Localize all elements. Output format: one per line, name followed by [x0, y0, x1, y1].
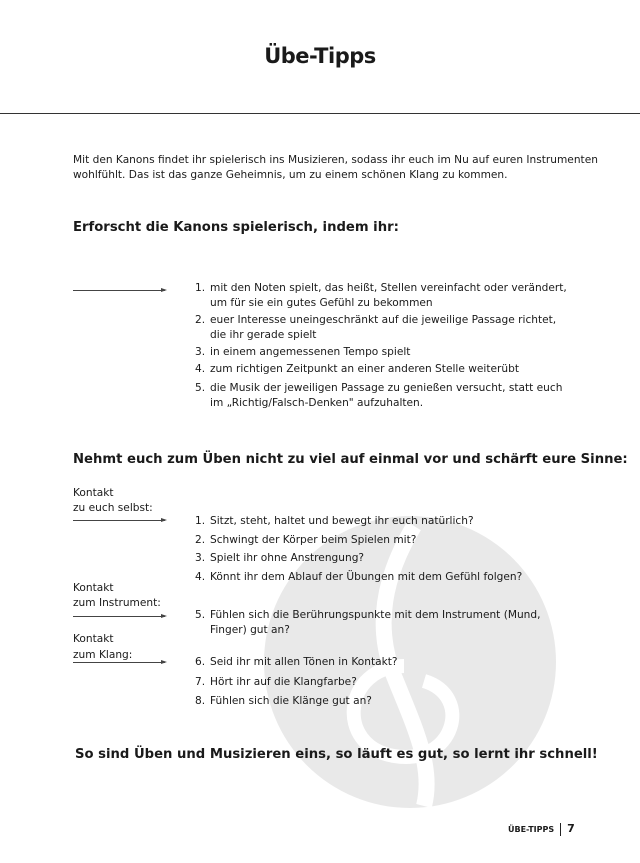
label-self-2: zu euch selbst: [73, 502, 153, 514]
item-line: Könnt ihr dem Ablauf der Übungen mit dem Gefühl folgen? [210, 571, 523, 583]
item-text [210, 608, 541, 638]
footer-divider [560, 823, 561, 836]
item-line: Schwingt der Körper beim Spielen mit? [210, 534, 417, 546]
intro-line-1: Mit den Kanons findet ihr spielerisch ins Musizieren, sodass ihr euch im Nu auf euren Instrumenten [73, 154, 598, 166]
section2-heading: Nehmt euch zum Üben nicht zu viel auf einmal vor und schärft eure Sinne: [73, 452, 628, 467]
list-item [195, 313, 556, 343]
label-sound-1: Kontakt [73, 633, 114, 645]
item-number: 1. [195, 282, 206, 294]
item-line: Seid ihr mit allen Tönen in Kontakt? [210, 656, 398, 668]
arrow-icon [73, 662, 165, 663]
item-line: im „Richtig/Falsch-Denken" aufzuhalten. [210, 397, 424, 409]
label-instrument-2: zum Instrument: [73, 597, 161, 609]
item-line: Spielt ihr ohne Anstrengung? [210, 552, 365, 564]
item-line: die ihr gerade spielt [210, 329, 317, 341]
arrow-icon [73, 520, 165, 521]
title-divider [0, 113, 640, 114]
list-item [195, 281, 567, 311]
item-text [210, 533, 416, 548]
list-item [195, 362, 519, 377]
list-item [195, 608, 541, 638]
label-instrument-1: Kontakt [73, 582, 114, 594]
item-line: um für sie ein gutes Gefühl zu bekommen [210, 297, 433, 309]
item-line: zum richtigen Zeitpunkt an einer anderen Stelle weiterübt [210, 363, 519, 375]
item-text [210, 381, 562, 411]
item-text [210, 313, 556, 343]
footer-section: ÜBE-TIPPS [508, 825, 555, 834]
item-text [210, 551, 364, 566]
arrow-icon [73, 616, 165, 617]
item-number: 1. [195, 515, 206, 527]
section1-heading: Erforscht die Kanons spielerisch, indem ihr: [73, 220, 399, 235]
intro-line-2: wohlfühlt. Das ist das ganze Geheimnis, um zu einem schönen Klang zu kommen. [73, 169, 508, 181]
item-number: 2. [195, 534, 206, 546]
item-text [210, 655, 398, 670]
item-number: 7. [195, 676, 206, 688]
closing-heading: So sind Üben und Musizieren eins, so läuft es gut, so lernt ihr schnell! [75, 747, 598, 762]
item-number: 2. [195, 314, 206, 326]
item-line: in einem angemessenen Tempo spielt [210, 346, 411, 358]
item-text [210, 694, 372, 709]
list-item [195, 551, 364, 566]
item-line: Fühlen sich die Klänge gut an? [210, 695, 372, 707]
list-item [195, 345, 410, 360]
item-number: 4. [195, 363, 206, 375]
item-number: 3. [195, 552, 206, 564]
item-line: die Musik der jeweiligen Passage zu genießen versucht, statt euch [210, 382, 563, 394]
item-line: Sitzt, steht, haltet und bewegt ihr euch natürlich? [210, 515, 474, 527]
list-item [195, 533, 416, 548]
item-text [210, 570, 522, 585]
item-number: 5. [195, 382, 206, 394]
item-number: 5. [195, 609, 206, 621]
item-text [210, 514, 474, 529]
item-number: 6. [195, 656, 206, 668]
item-line: Hört ihr auf die Klangfarbe? [210, 676, 357, 688]
list-item [195, 655, 398, 670]
arrow-icon [73, 290, 165, 291]
item-text [210, 345, 410, 360]
list-item [195, 675, 357, 690]
list-item [195, 381, 562, 411]
label-sound-2: zum Klang: [73, 649, 133, 661]
item-line: Finger) gut an? [210, 624, 290, 636]
item-text [210, 281, 567, 311]
item-number: 3. [195, 346, 206, 358]
item-text [210, 675, 357, 690]
item-line: mit den Noten spielt, das heißt, Stellen vereinfacht oder verändert, [210, 282, 567, 294]
item-number: 4. [195, 571, 206, 583]
page-title: Übe-Tipps [264, 44, 376, 68]
item-line: Fühlen sich die Berührungspunkte mit dem Instrument (Mund, [210, 609, 541, 621]
item-line: euer Interesse uneingeschränkt auf die jeweilige Passage richtet, [210, 314, 557, 326]
item-number: 8. [195, 695, 206, 707]
label-self-1: Kontakt [73, 487, 114, 499]
list-item [195, 514, 474, 529]
list-item [195, 570, 522, 585]
page-number: 7 [567, 822, 575, 835]
page-footer [508, 822, 575, 836]
list-item [195, 694, 372, 709]
item-text [210, 362, 519, 377]
